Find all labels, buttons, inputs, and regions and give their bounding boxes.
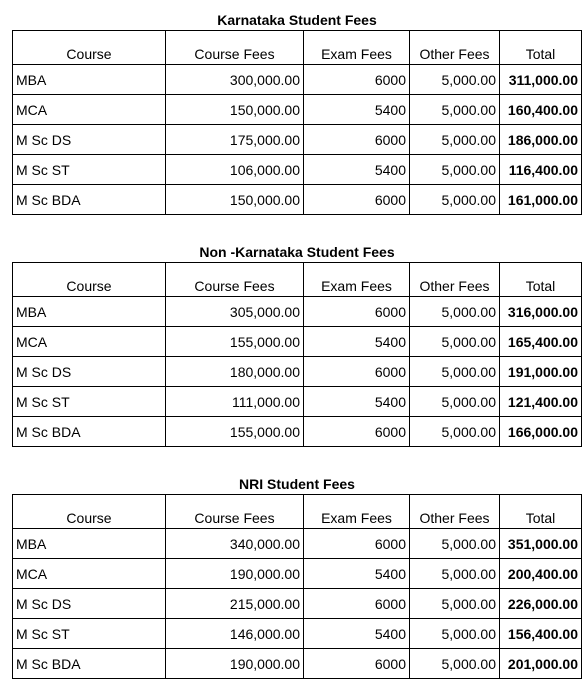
course-cell: M Sc DS — [13, 125, 166, 155]
other-fees-cell: 5,000.00 — [410, 185, 500, 215]
nri-fees-title: NRI Student Fees — [239, 476, 355, 492]
course-cell: MBA — [13, 65, 166, 95]
exam-fees-cell: 6000 — [304, 417, 410, 447]
header-other-fees: Other Fees — [410, 263, 500, 297]
course-cell: MBA — [13, 529, 166, 559]
exam-fees-cell: 6000 — [304, 297, 410, 327]
course-fees-cell: 155,000.00 — [166, 327, 304, 357]
table-row — [13, 559, 582, 589]
course-cell: M Sc DS — [13, 357, 166, 387]
table-header-row — [13, 263, 582, 297]
nri-fees-section — [12, 474, 582, 679]
course-fees-cell: 190,000.00 — [166, 559, 304, 589]
other-fees-cell: 5,000.00 — [410, 619, 500, 649]
table-header-row — [13, 495, 582, 529]
exam-fees-cell: 5400 — [304, 327, 410, 357]
course-cell: M Sc ST — [13, 619, 166, 649]
course-fees-cell: 300,000.00 — [166, 65, 304, 95]
course-fees-cell: 305,000.00 — [166, 297, 304, 327]
table-row — [13, 417, 582, 447]
other-fees-cell: 5,000.00 — [410, 65, 500, 95]
non-karnataka-fees-title: Non -Karnataka Student Fees — [199, 244, 395, 260]
course-cell: M Sc DS — [13, 589, 166, 619]
other-fees-cell: 5,000.00 — [410, 559, 500, 589]
other-fees-cell: 5,000.00 — [410, 327, 500, 357]
course-fees-cell: 111,000.00 — [166, 387, 304, 417]
other-fees-cell: 5,000.00 — [410, 155, 500, 185]
total-cell: 165,400.00 — [500, 327, 582, 357]
course-cell: M Sc BDA — [13, 649, 166, 679]
table-row — [13, 619, 582, 649]
header-course-fees: Course Fees — [166, 495, 304, 529]
other-fees-cell: 5,000.00 — [410, 95, 500, 125]
course-cell: MCA — [13, 559, 166, 589]
header-course: Course — [13, 495, 166, 529]
exam-fees-cell: 6000 — [304, 357, 410, 387]
header-course-fees: Course Fees — [166, 263, 304, 297]
course-cell: M Sc ST — [13, 387, 166, 417]
table-row — [13, 387, 582, 417]
other-fees-cell: 5,000.00 — [410, 649, 500, 679]
exam-fees-cell: 6000 — [304, 589, 410, 619]
header-course: Course — [13, 263, 166, 297]
header-other-fees: Other Fees — [410, 31, 500, 65]
other-fees-cell: 5,000.00 — [410, 297, 500, 327]
total-cell: 201,000.00 — [500, 649, 582, 679]
course-cell: M Sc BDA — [13, 417, 166, 447]
course-cell: M Sc BDA — [13, 185, 166, 215]
karnataka-fees-title: Karnataka Student Fees — [217, 12, 377, 28]
other-fees-cell: 5,000.00 — [410, 357, 500, 387]
total-cell: 161,000.00 — [500, 185, 582, 215]
table-row — [13, 297, 582, 327]
other-fees-cell: 5,000.00 — [410, 529, 500, 559]
total-cell: 156,400.00 — [500, 619, 582, 649]
header-total: Total — [500, 31, 582, 65]
header-course-fees: Course Fees — [166, 31, 304, 65]
header-exam-fees: Exam Fees — [304, 31, 410, 65]
other-fees-cell: 5,000.00 — [410, 589, 500, 619]
exam-fees-cell: 6000 — [304, 529, 410, 559]
table-row — [13, 589, 582, 619]
table-row — [13, 155, 582, 185]
course-cell: MCA — [13, 95, 166, 125]
total-cell: 351,000.00 — [500, 529, 582, 559]
exam-fees-cell: 5400 — [304, 155, 410, 185]
total-cell: 191,000.00 — [500, 357, 582, 387]
non-karnataka-fees-table — [12, 262, 582, 447]
table-header-row — [13, 31, 582, 65]
exam-fees-cell: 5400 — [304, 95, 410, 125]
course-fees-cell: 175,000.00 — [166, 125, 304, 155]
table-row — [13, 529, 582, 559]
course-fees-cell: 150,000.00 — [166, 95, 304, 125]
header-total: Total — [500, 495, 582, 529]
table-row — [13, 649, 582, 679]
exam-fees-cell: 5400 — [304, 387, 410, 417]
table-row — [13, 185, 582, 215]
total-cell: 311,000.00 — [500, 65, 582, 95]
course-fees-cell: 150,000.00 — [166, 185, 304, 215]
total-cell: 226,000.00 — [500, 589, 582, 619]
course-fees-cell: 106,000.00 — [166, 155, 304, 185]
other-fees-cell: 5,000.00 — [410, 125, 500, 155]
exam-fees-cell: 6000 — [304, 649, 410, 679]
total-cell: 116,400.00 — [500, 155, 582, 185]
header-course: Course — [13, 31, 166, 65]
total-cell: 200,400.00 — [500, 559, 582, 589]
non-karnataka-fees-section — [12, 242, 582, 447]
course-fees-cell: 146,000.00 — [166, 619, 304, 649]
exam-fees-cell: 6000 — [304, 125, 410, 155]
header-exam-fees: Exam Fees — [304, 263, 410, 297]
karnataka-fees-table — [12, 30, 582, 215]
table-row — [13, 327, 582, 357]
course-fees-cell: 190,000.00 — [166, 649, 304, 679]
course-fees-cell: 155,000.00 — [166, 417, 304, 447]
karnataka-fees-section — [12, 10, 582, 215]
header-exam-fees: Exam Fees — [304, 495, 410, 529]
exam-fees-cell: 6000 — [304, 185, 410, 215]
course-cell: MBA — [13, 297, 166, 327]
total-cell: 166,000.00 — [500, 417, 582, 447]
table-row — [13, 125, 582, 155]
table-row — [13, 357, 582, 387]
table-row — [13, 95, 582, 125]
header-other-fees: Other Fees — [410, 495, 500, 529]
course-fees-cell: 340,000.00 — [166, 529, 304, 559]
exam-fees-cell: 5400 — [304, 559, 410, 589]
other-fees-cell: 5,000.00 — [410, 387, 500, 417]
other-fees-cell: 5,000.00 — [410, 417, 500, 447]
header-total: Total — [500, 263, 582, 297]
exam-fees-cell: 5400 — [304, 619, 410, 649]
total-cell: 316,000.00 — [500, 297, 582, 327]
course-cell: M Sc ST — [13, 155, 166, 185]
total-cell: 186,000.00 — [500, 125, 582, 155]
course-fees-cell: 215,000.00 — [166, 589, 304, 619]
nri-fees-table — [12, 494, 582, 679]
total-cell: 160,400.00 — [500, 95, 582, 125]
course-cell: MCA — [13, 327, 166, 357]
total-cell: 121,400.00 — [500, 387, 582, 417]
exam-fees-cell: 6000 — [304, 65, 410, 95]
course-fees-cell: 180,000.00 — [166, 357, 304, 387]
table-row — [13, 65, 582, 95]
